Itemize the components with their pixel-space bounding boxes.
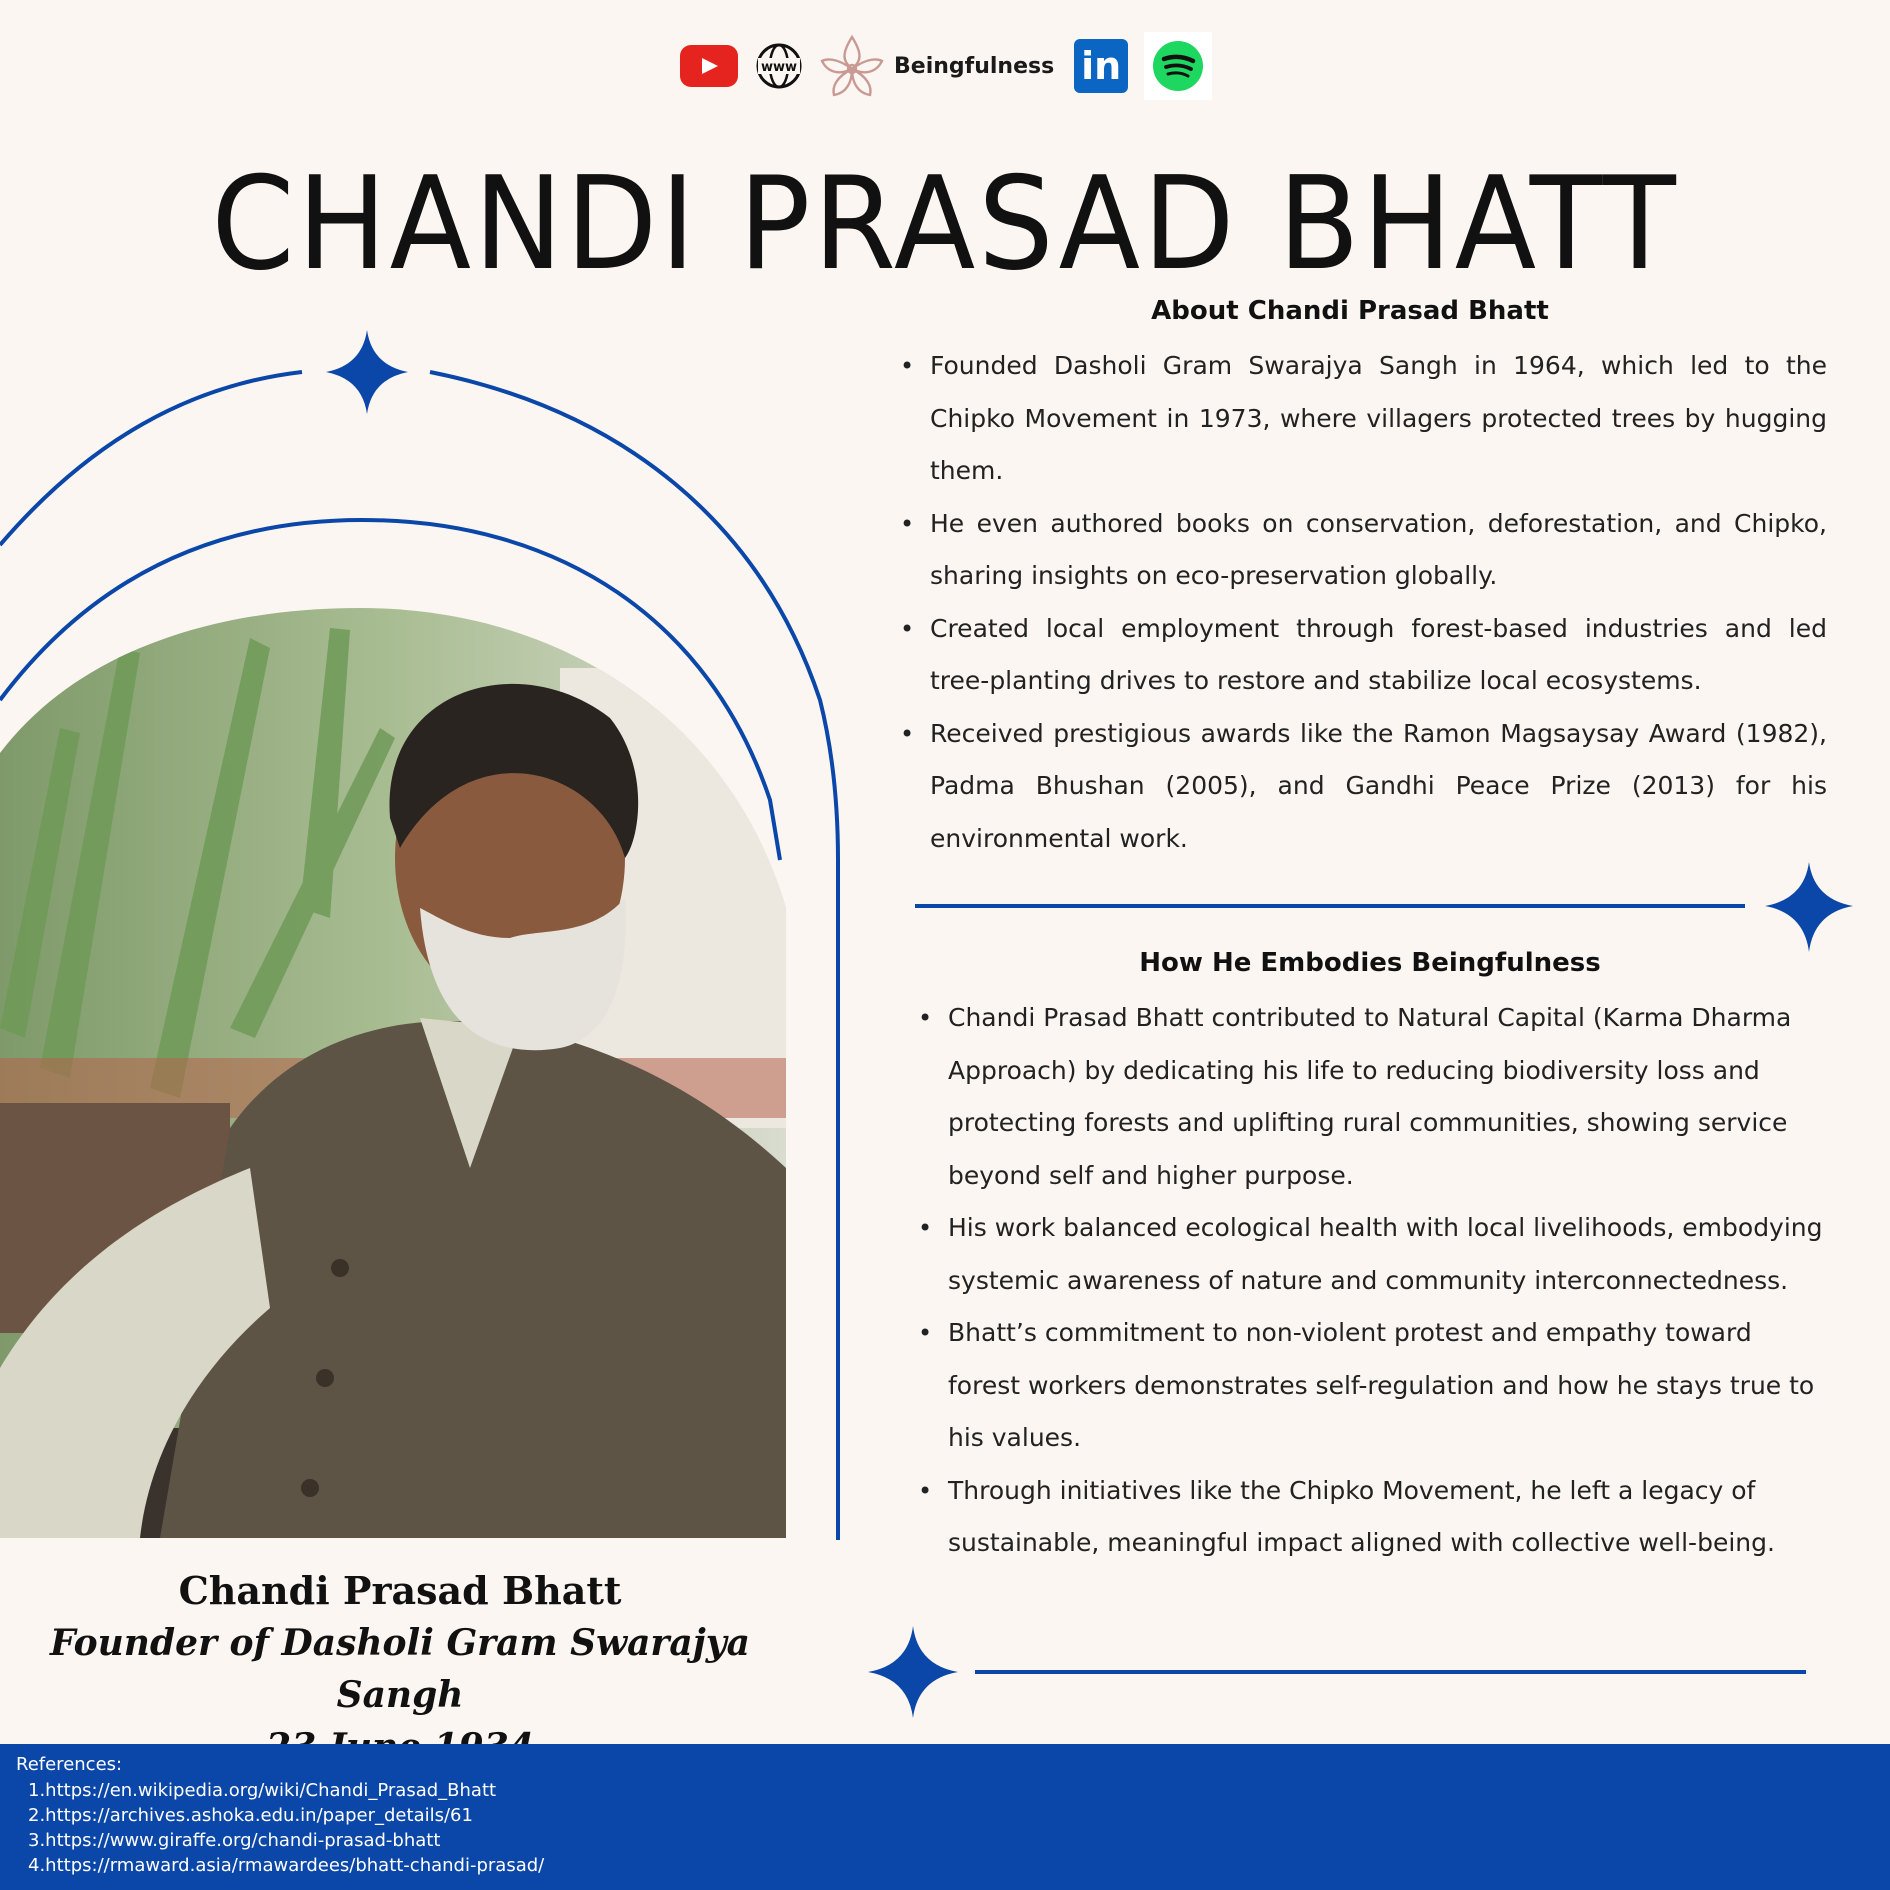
references-footer xyxy=(0,1744,1890,1890)
svg-text:www: www xyxy=(760,60,798,75)
references-title: References: xyxy=(16,1754,123,1775)
linkedin-icon[interactable]: in xyxy=(1074,39,1128,93)
lotus-logo-icon xyxy=(818,31,886,101)
portrait-photo xyxy=(0,608,786,1538)
reference-link[interactable]: 1.https://en.wikipedia.org/wiki/Chandi_Prasad_Bhatt xyxy=(28,1780,497,1801)
list-item: • Founded Dasholi Gram Swarajya Sangh in 1964, which led to the Chipko Movement in 1973, where villagers protected trees by hugging them. xyxy=(930,340,1827,498)
about-heading: About Chandi Prasad Bhatt xyxy=(1151,296,1549,326)
list-item: • Through initiatives like the Chipko Movement, he left a legacy of sustainable, meaningful impact aligned with collective well-being. xyxy=(948,1465,1828,1570)
sparkle-star-icon xyxy=(326,330,408,414)
reference-link[interactable]: 3.https://www.giraffe.org/chandi-prasad-bhatt xyxy=(28,1830,441,1851)
list-item: • Created local employment through forest-based industries and led tree-planting drives to restore and stabilize local ecosystems. xyxy=(930,603,1827,708)
list-item: • He even authored books on conservation, deforestation, and Chipko, sharing insights on eco-preservation globally. xyxy=(930,498,1827,603)
embodies-heading: How He Embodies Beingfulness xyxy=(1139,948,1601,978)
portrait-caption xyxy=(0,1565,800,1773)
references-list xyxy=(28,1778,544,1878)
list-item: • Bhatt’s commitment to non-violent protest and empathy toward forest workers demonstrates self-regulation and how he stays true to his values. xyxy=(948,1307,1828,1465)
sparkle-star-icon xyxy=(1765,862,1853,952)
list-item: • Received prestigious awards like the Ramon Magsaysay Award (1982), Padma Bhushan (2005), and Gandhi Peace Prize (2013) for his environmental work. xyxy=(930,708,1827,866)
list-item: • His work balanced ecological health with local livelihoods, embodying systemic awareness of nature and community interconnectedness. xyxy=(948,1202,1828,1307)
caption-role: Founder of Dasholi Gram Swarajya Sangh xyxy=(50,1622,750,1716)
reference-link[interactable]: 2.https://archives.ashoka.edu.in/paper_details/61 xyxy=(28,1805,473,1826)
page-title: CHANDI PRASAD BHATT xyxy=(211,150,1679,299)
youtube-icon[interactable] xyxy=(680,45,738,87)
embodies-list xyxy=(948,992,1828,1570)
brand-name: Beingfulness xyxy=(894,53,1055,79)
reference-link[interactable]: 4.https://rmaward.asia/rmawardees/bhatt-chandi-prasad/ xyxy=(28,1855,545,1876)
sparkle-star-icon xyxy=(868,1626,958,1718)
spotify-icon[interactable] xyxy=(1144,32,1212,100)
globe-www-icon[interactable] xyxy=(754,41,804,91)
about-list xyxy=(930,340,1827,865)
social-bar xyxy=(680,30,1212,102)
caption-name: Chandi Prasad Bhatt xyxy=(178,1568,622,1613)
list-item: • Chandi Prasad Bhatt contributed to Natural Capital (Karma Dharma Approach) by dedicating his life to reducing biodiversity loss and protecting forests and uplifting rural communities, showing service beyond self and higher purpose. xyxy=(948,992,1828,1202)
